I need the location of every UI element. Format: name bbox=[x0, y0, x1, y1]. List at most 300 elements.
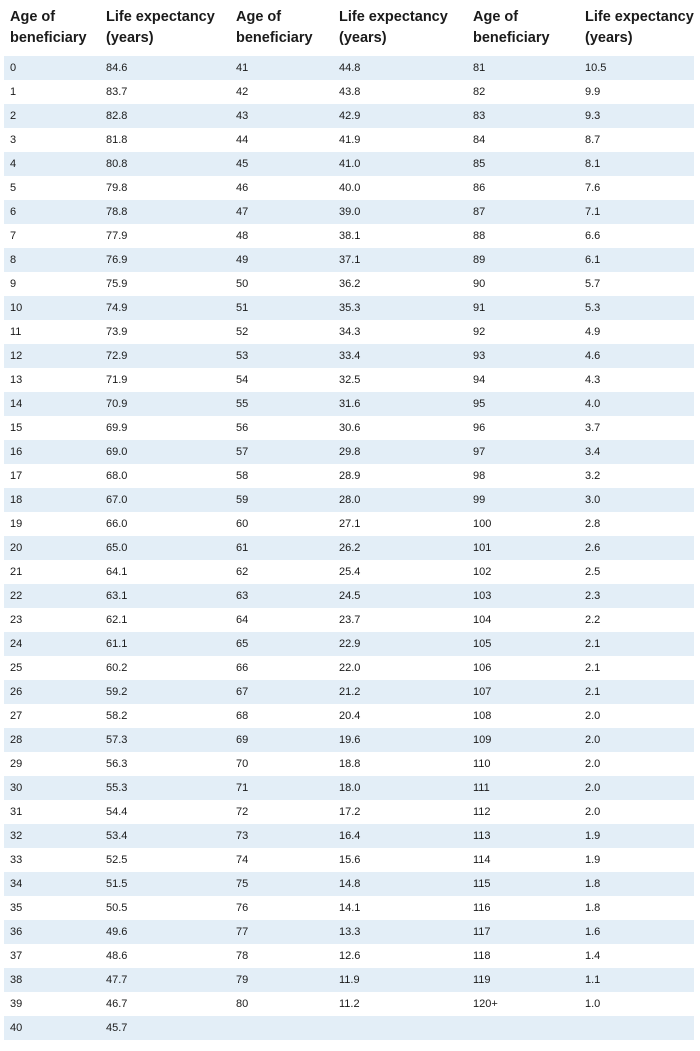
table-row bbox=[4, 80, 694, 104]
life-expectancy-cell: 6.6 bbox=[585, 230, 601, 242]
header-age-of-beneficiary bbox=[4, 4, 106, 49]
life-expectancy-cell: 24.5 bbox=[339, 590, 361, 602]
age-cell: 98 bbox=[473, 470, 486, 482]
life-expectancy-cell: 53.4 bbox=[106, 830, 128, 842]
life-expectancy-cell: 44.8 bbox=[339, 62, 361, 74]
age-cell: 23 bbox=[10, 614, 23, 626]
age-cell: 85 bbox=[473, 158, 486, 170]
life-expectancy-cell: 52.5 bbox=[106, 854, 128, 866]
life-expectancy-cell: 71.9 bbox=[106, 374, 128, 386]
life-expectancy-cell: 20.4 bbox=[339, 710, 361, 722]
life-expectancy-cell: 26.2 bbox=[339, 542, 361, 554]
life-expectancy-cell: 14.1 bbox=[339, 902, 361, 914]
age-cell: 91 bbox=[473, 302, 486, 314]
life-expectancy-cell: 16.4 bbox=[339, 830, 361, 842]
life-expectancy-cell: 61.1 bbox=[106, 638, 128, 650]
age-cell: 79 bbox=[236, 974, 249, 986]
life-expectancy-cell: 14.8 bbox=[339, 878, 361, 890]
life-expectancy-cell: 81.8 bbox=[106, 134, 128, 146]
life-expectancy-cell: 51.5 bbox=[106, 878, 128, 890]
table-row bbox=[4, 512, 694, 536]
life-expectancy-cell: 66.0 bbox=[106, 518, 128, 530]
table-row bbox=[4, 464, 694, 488]
life-expectancy-cell: 2.8 bbox=[585, 518, 601, 530]
life-expectancy-cell: 60.2 bbox=[106, 662, 128, 674]
life-expectancy-cell: 64.1 bbox=[106, 566, 128, 578]
life-expectancy-cell: 1.1 bbox=[585, 974, 601, 986]
life-expectancy-cell: 30.6 bbox=[339, 422, 361, 434]
age-cell: 49 bbox=[236, 254, 249, 266]
life-expectancy-cell: 1.9 bbox=[585, 854, 601, 866]
life-expectancy-cell: 8.1 bbox=[585, 158, 601, 170]
life-expectancy-cell: 42.9 bbox=[339, 110, 361, 122]
age-cell: 48 bbox=[236, 230, 249, 242]
life-expectancy-cell: 45.7 bbox=[106, 1022, 128, 1034]
life-expectancy-cell: 4.3 bbox=[585, 374, 601, 386]
life-expectancy-cell: 15.6 bbox=[339, 854, 361, 866]
age-cell: 32 bbox=[10, 830, 23, 842]
age-cell: 41 bbox=[236, 62, 249, 74]
age-cell: 86 bbox=[473, 182, 486, 194]
age-cell: 76 bbox=[236, 902, 249, 914]
life-expectancy-cell: 38.1 bbox=[339, 230, 361, 242]
life-expectancy-table bbox=[4, 0, 694, 1040]
header-line: (years) bbox=[106, 30, 154, 46]
table-header bbox=[4, 4, 694, 56]
age-cell: 70 bbox=[236, 758, 249, 770]
age-cell: 36 bbox=[10, 926, 23, 938]
age-cell: 116 bbox=[473, 902, 491, 914]
life-expectancy-cell: 33.4 bbox=[339, 350, 361, 362]
life-expectancy-cell: 39.0 bbox=[339, 206, 361, 218]
life-expectancy-cell: 2.0 bbox=[585, 806, 601, 818]
age-cell: 19 bbox=[10, 518, 23, 530]
age-cell: 14 bbox=[10, 398, 23, 410]
life-expectancy-cell: 74.9 bbox=[106, 302, 128, 314]
life-expectancy-cell: 8.7 bbox=[585, 134, 601, 146]
age-cell: 37 bbox=[10, 950, 23, 962]
table-row bbox=[4, 992, 694, 1016]
header-age-of-beneficiary bbox=[473, 4, 585, 49]
life-expectancy-cell: 36.2 bbox=[339, 278, 361, 290]
age-cell: 107 bbox=[473, 686, 492, 698]
table-row bbox=[4, 872, 694, 896]
age-cell: 101 bbox=[473, 542, 492, 554]
header-line: Age of bbox=[10, 9, 56, 25]
age-cell: 39 bbox=[10, 998, 23, 1010]
header-age-of-beneficiary bbox=[236, 4, 339, 49]
life-expectancy-cell: 69.9 bbox=[106, 422, 128, 434]
life-expectancy-cell: 4.0 bbox=[585, 398, 601, 410]
age-cell: 61 bbox=[236, 542, 249, 554]
table-row bbox=[4, 1016, 694, 1040]
age-cell: 1 bbox=[10, 86, 17, 98]
life-expectancy-cell: 77.9 bbox=[106, 230, 128, 242]
age-cell: 50 bbox=[236, 278, 249, 290]
life-expectancy-cell: 13.3 bbox=[339, 926, 361, 938]
life-expectancy-cell: 1.9 bbox=[585, 830, 601, 842]
life-expectancy-cell: 82.8 bbox=[106, 110, 128, 122]
header-life-expectancy bbox=[339, 4, 473, 49]
life-expectancy-cell: 34.3 bbox=[339, 326, 361, 338]
table-row bbox=[4, 632, 694, 656]
age-cell: 111 bbox=[473, 782, 490, 794]
life-expectancy-cell: 37.1 bbox=[339, 254, 361, 266]
age-cell: 65 bbox=[236, 638, 249, 650]
age-cell: 73 bbox=[236, 830, 249, 842]
age-cell: 2 bbox=[10, 110, 17, 122]
life-expectancy-cell: 2.1 bbox=[585, 686, 601, 698]
age-cell: 113 bbox=[473, 830, 491, 842]
life-expectancy-cell: 1.0 bbox=[585, 998, 601, 1010]
life-expectancy-cell: 9.3 bbox=[585, 110, 601, 122]
age-cell: 94 bbox=[473, 374, 486, 386]
life-expectancy-cell: 11.9 bbox=[339, 974, 360, 986]
age-cell: 5 bbox=[10, 182, 17, 194]
table-row bbox=[4, 392, 694, 416]
table-row bbox=[4, 344, 694, 368]
life-expectancy-cell: 28.9 bbox=[339, 470, 361, 482]
table-row bbox=[4, 416, 694, 440]
table-row bbox=[4, 224, 694, 248]
life-expectancy-cell: 2.0 bbox=[585, 734, 601, 746]
age-cell: 53 bbox=[236, 350, 249, 362]
header-line: Life expectancy bbox=[106, 9, 215, 25]
header-line: (years) bbox=[339, 30, 387, 46]
header-line: beneficiary bbox=[473, 30, 550, 46]
life-expectancy-cell: 55.3 bbox=[106, 782, 128, 794]
age-cell: 93 bbox=[473, 350, 486, 362]
age-cell: 44 bbox=[236, 134, 249, 146]
age-cell: 109 bbox=[473, 734, 492, 746]
age-cell: 56 bbox=[236, 422, 249, 434]
life-expectancy-cell: 48.6 bbox=[106, 950, 128, 962]
header-line: (years) bbox=[585, 30, 633, 46]
age-cell: 104 bbox=[473, 614, 492, 626]
age-cell: 80 bbox=[236, 998, 249, 1010]
table-row bbox=[4, 728, 694, 752]
life-expectancy-cell: 18.0 bbox=[339, 782, 361, 794]
life-expectancy-cell: 2.2 bbox=[585, 614, 601, 626]
table-row bbox=[4, 656, 694, 680]
life-expectancy-cell: 2.5 bbox=[585, 566, 601, 578]
life-expectancy-cell: 76.9 bbox=[106, 254, 128, 266]
life-expectancy-cell: 80.8 bbox=[106, 158, 128, 170]
life-expectancy-cell: 17.2 bbox=[339, 806, 361, 818]
life-expectancy-cell: 50.5 bbox=[106, 902, 128, 914]
age-cell: 27 bbox=[10, 710, 23, 722]
age-cell: 22 bbox=[10, 590, 23, 602]
life-expectancy-cell: 75.9 bbox=[106, 278, 128, 290]
table-row bbox=[4, 848, 694, 872]
table-row bbox=[4, 536, 694, 560]
life-expectancy-cell: 79.8 bbox=[106, 182, 128, 194]
age-cell: 102 bbox=[473, 566, 492, 578]
age-cell: 35 bbox=[10, 902, 23, 914]
age-cell: 24 bbox=[10, 638, 23, 650]
table-row bbox=[4, 896, 694, 920]
life-expectancy-cell: 27.1 bbox=[339, 518, 361, 530]
age-cell: 34 bbox=[10, 878, 23, 890]
table-row bbox=[4, 752, 694, 776]
age-cell: 96 bbox=[473, 422, 486, 434]
age-cell: 92 bbox=[473, 326, 486, 338]
life-expectancy-cell: 49.6 bbox=[106, 926, 128, 938]
life-expectancy-cell: 6.1 bbox=[585, 254, 601, 266]
life-expectancy-cell: 3.0 bbox=[585, 494, 601, 506]
life-expectancy-cell: 43.8 bbox=[339, 86, 361, 98]
life-expectancy-cell: 10.5 bbox=[585, 62, 607, 74]
age-cell: 12 bbox=[10, 350, 23, 362]
life-expectancy-cell: 12.6 bbox=[339, 950, 361, 962]
age-cell: 15 bbox=[10, 422, 23, 434]
table-row bbox=[4, 176, 694, 200]
age-cell: 64 bbox=[236, 614, 249, 626]
table-row bbox=[4, 944, 694, 968]
age-cell: 89 bbox=[473, 254, 486, 266]
age-cell: 117 bbox=[473, 926, 491, 938]
life-expectancy-cell: 29.8 bbox=[339, 446, 361, 458]
life-expectancy-cell: 70.9 bbox=[106, 398, 128, 410]
life-expectancy-cell: 31.6 bbox=[339, 398, 361, 410]
life-expectancy-cell: 9.9 bbox=[585, 86, 601, 98]
age-cell: 105 bbox=[473, 638, 492, 650]
life-expectancy-cell: 1.4 bbox=[585, 950, 601, 962]
table-row bbox=[4, 320, 694, 344]
age-cell: 103 bbox=[473, 590, 492, 602]
table-row bbox=[4, 440, 694, 464]
age-cell: 97 bbox=[473, 446, 486, 458]
life-expectancy-cell: 1.8 bbox=[585, 902, 601, 914]
life-expectancy-cell: 63.1 bbox=[106, 590, 128, 602]
header-life-expectancy bbox=[585, 4, 694, 49]
age-cell: 17 bbox=[10, 470, 23, 482]
life-expectancy-cell: 5.7 bbox=[585, 278, 601, 290]
life-expectancy-cell: 57.3 bbox=[106, 734, 128, 746]
age-cell: 58 bbox=[236, 470, 249, 482]
age-cell: 118 bbox=[473, 950, 491, 962]
age-cell: 72 bbox=[236, 806, 249, 818]
age-cell: 4 bbox=[10, 158, 17, 170]
age-cell: 71 bbox=[236, 782, 249, 794]
header-line: beneficiary bbox=[236, 30, 313, 46]
age-cell: 112 bbox=[473, 806, 491, 818]
life-expectancy-cell: 83.7 bbox=[106, 86, 128, 98]
table-row bbox=[4, 152, 694, 176]
life-expectancy-cell: 4.9 bbox=[585, 326, 601, 338]
life-expectancy-cell: 2.1 bbox=[585, 638, 601, 650]
table-row bbox=[4, 248, 694, 272]
table-row bbox=[4, 488, 694, 512]
life-expectancy-cell: 7.6 bbox=[585, 182, 601, 194]
table-row bbox=[4, 704, 694, 728]
life-expectancy-cell: 4.6 bbox=[585, 350, 601, 362]
age-cell: 18 bbox=[10, 494, 23, 506]
age-cell: 114 bbox=[473, 854, 491, 866]
age-cell: 77 bbox=[236, 926, 249, 938]
age-cell: 108 bbox=[473, 710, 492, 722]
age-cell: 99 bbox=[473, 494, 486, 506]
table-row bbox=[4, 968, 694, 992]
life-expectancy-cell: 3.4 bbox=[585, 446, 601, 458]
header-life-expectancy bbox=[106, 4, 236, 49]
age-cell: 16 bbox=[10, 446, 23, 458]
age-cell: 78 bbox=[236, 950, 249, 962]
life-expectancy-cell: 21.2 bbox=[339, 686, 361, 698]
age-cell: 51 bbox=[236, 302, 249, 314]
life-expectancy-cell: 2.0 bbox=[585, 710, 601, 722]
life-expectancy-cell: 22.0 bbox=[339, 662, 361, 674]
age-cell: 43 bbox=[236, 110, 249, 122]
age-cell: 13 bbox=[10, 374, 23, 386]
age-cell: 59 bbox=[236, 494, 249, 506]
life-expectancy-cell: 58.2 bbox=[106, 710, 128, 722]
life-expectancy-cell: 2.3 bbox=[585, 590, 601, 602]
age-cell: 40 bbox=[10, 1022, 23, 1034]
life-expectancy-cell: 32.5 bbox=[339, 374, 361, 386]
header-line: Age of bbox=[236, 9, 282, 25]
age-cell: 29 bbox=[10, 758, 23, 770]
life-expectancy-cell: 84.6 bbox=[106, 62, 128, 74]
table-row bbox=[4, 56, 694, 80]
age-cell: 10 bbox=[10, 302, 23, 314]
age-cell: 115 bbox=[473, 878, 491, 890]
header-line: Life expectancy bbox=[585, 9, 694, 25]
life-expectancy-cell: 11.2 bbox=[339, 998, 360, 1010]
age-cell: 7 bbox=[10, 230, 17, 242]
life-expectancy-cell: 68.0 bbox=[106, 470, 128, 482]
age-cell: 74 bbox=[236, 854, 249, 866]
table-row bbox=[4, 200, 694, 224]
age-cell: 55 bbox=[236, 398, 249, 410]
age-cell: 66 bbox=[236, 662, 249, 674]
header-line: beneficiary bbox=[10, 30, 87, 46]
life-expectancy-cell: 2.0 bbox=[585, 782, 601, 794]
age-cell: 11 bbox=[10, 326, 22, 338]
life-expectancy-cell: 62.1 bbox=[106, 614, 128, 626]
header-line: Life expectancy bbox=[339, 9, 448, 25]
age-cell: 31 bbox=[10, 806, 23, 818]
life-expectancy-cell: 67.0 bbox=[106, 494, 128, 506]
life-expectancy-cell: 5.3 bbox=[585, 302, 601, 314]
life-expectancy-cell: 25.4 bbox=[339, 566, 361, 578]
life-expectancy-cell: 78.8 bbox=[106, 206, 128, 218]
age-cell: 46 bbox=[236, 182, 249, 194]
age-cell: 62 bbox=[236, 566, 249, 578]
age-cell: 68 bbox=[236, 710, 249, 722]
age-cell: 100 bbox=[473, 518, 492, 530]
age-cell: 33 bbox=[10, 854, 23, 866]
age-cell: 106 bbox=[473, 662, 492, 674]
life-expectancy-cell: 35.3 bbox=[339, 302, 361, 314]
age-cell: 95 bbox=[473, 398, 486, 410]
age-cell: 81 bbox=[473, 62, 486, 74]
life-expectancy-cell: 22.9 bbox=[339, 638, 361, 650]
life-expectancy-cell: 2.1 bbox=[585, 662, 601, 674]
age-cell: 83 bbox=[473, 110, 486, 122]
life-expectancy-cell: 46.7 bbox=[106, 998, 128, 1010]
age-cell: 20 bbox=[10, 542, 23, 554]
age-cell: 0 bbox=[10, 62, 17, 74]
age-cell: 3 bbox=[10, 134, 17, 146]
table-row bbox=[4, 368, 694, 392]
age-cell: 90 bbox=[473, 278, 486, 290]
life-expectancy-cell: 47.7 bbox=[106, 974, 128, 986]
age-cell: 21 bbox=[10, 566, 23, 578]
age-cell: 69 bbox=[236, 734, 249, 746]
life-expectancy-cell: 73.9 bbox=[106, 326, 128, 338]
table-row bbox=[4, 560, 694, 584]
table-row bbox=[4, 800, 694, 824]
table-row bbox=[4, 608, 694, 632]
age-cell: 8 bbox=[10, 254, 17, 266]
table-row bbox=[4, 776, 694, 800]
age-cell: 6 bbox=[10, 206, 17, 218]
age-cell: 87 bbox=[473, 206, 486, 218]
life-expectancy-cell: 28.0 bbox=[339, 494, 361, 506]
age-cell: 75 bbox=[236, 878, 249, 890]
life-expectancy-cell: 1.6 bbox=[585, 926, 601, 938]
age-cell: 88 bbox=[473, 230, 486, 242]
table-row bbox=[4, 920, 694, 944]
life-expectancy-cell: 59.2 bbox=[106, 686, 128, 698]
life-expectancy-cell: 69.0 bbox=[106, 446, 128, 458]
age-cell: 57 bbox=[236, 446, 249, 458]
age-cell: 82 bbox=[473, 86, 486, 98]
life-expectancy-cell: 7.1 bbox=[585, 206, 601, 218]
age-cell: 63 bbox=[236, 590, 249, 602]
age-cell: 42 bbox=[236, 86, 249, 98]
life-expectancy-cell: 1.8 bbox=[585, 878, 601, 890]
life-expectancy-cell: 72.9 bbox=[106, 350, 128, 362]
life-expectancy-cell: 40.0 bbox=[339, 182, 361, 194]
life-expectancy-cell: 23.7 bbox=[339, 614, 361, 626]
table-row bbox=[4, 296, 694, 320]
age-cell: 26 bbox=[10, 686, 23, 698]
age-cell: 30 bbox=[10, 782, 23, 794]
life-expectancy-cell: 56.3 bbox=[106, 758, 128, 770]
life-expectancy-cell: 3.2 bbox=[585, 470, 601, 482]
table-row bbox=[4, 824, 694, 848]
table-body bbox=[4, 56, 694, 1040]
life-expectancy-cell: 2.0 bbox=[585, 758, 601, 770]
life-expectancy-cell: 18.8 bbox=[339, 758, 361, 770]
table-row bbox=[4, 272, 694, 296]
table-row bbox=[4, 584, 694, 608]
table-row bbox=[4, 104, 694, 128]
header-line: Age of bbox=[473, 9, 519, 25]
age-cell: 120+ bbox=[473, 998, 498, 1010]
age-cell: 25 bbox=[10, 662, 23, 674]
age-cell: 52 bbox=[236, 326, 249, 338]
life-expectancy-cell: 41.9 bbox=[339, 134, 361, 146]
life-expectancy-cell: 41.0 bbox=[339, 158, 361, 170]
age-cell: 84 bbox=[473, 134, 486, 146]
age-cell: 60 bbox=[236, 518, 249, 530]
age-cell: 119 bbox=[473, 974, 491, 986]
life-expectancy-cell: 3.7 bbox=[585, 422, 601, 434]
life-expectancy-cell: 19.6 bbox=[339, 734, 361, 746]
age-cell: 54 bbox=[236, 374, 249, 386]
age-cell: 47 bbox=[236, 206, 249, 218]
age-cell: 110 bbox=[473, 758, 491, 770]
life-expectancy-cell: 65.0 bbox=[106, 542, 128, 554]
age-cell: 67 bbox=[236, 686, 249, 698]
age-cell: 9 bbox=[10, 278, 17, 290]
age-cell: 28 bbox=[10, 734, 23, 746]
age-cell: 45 bbox=[236, 158, 249, 170]
life-expectancy-cell: 54.4 bbox=[106, 806, 128, 818]
